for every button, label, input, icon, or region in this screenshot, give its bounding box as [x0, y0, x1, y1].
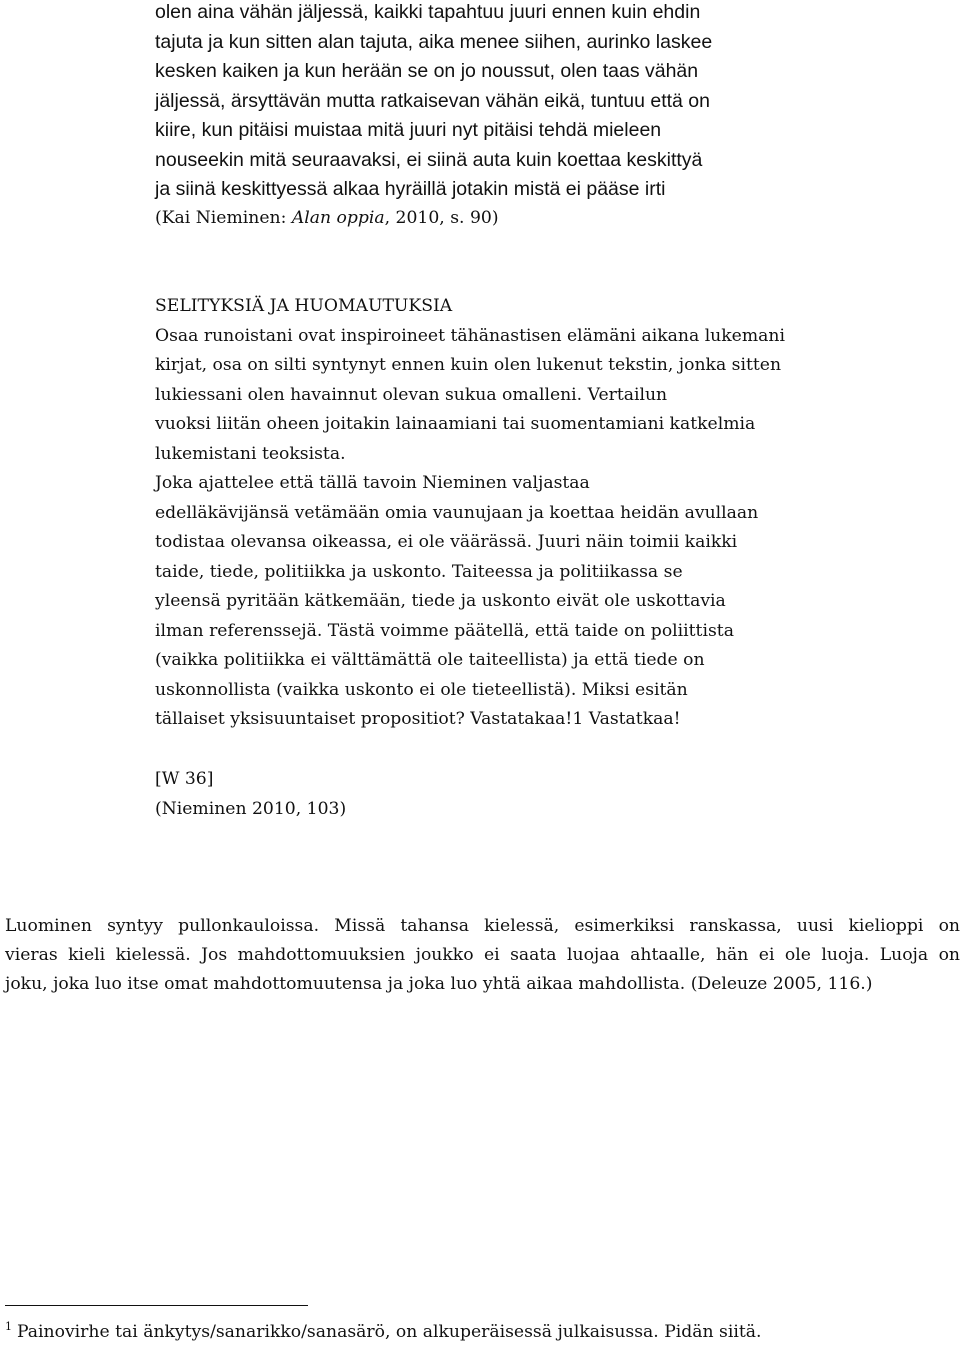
poem-block — [155, 0, 955, 205]
poem-line: kesken kaiken ja kun herään se on jo noussut, olen taas vähän — [155, 60, 699, 82]
notes-line: yleensä pyritään kätkemään, tiede ja uskonto eivät ole uskottavia — [155, 591, 726, 611]
citation-prefix: (Kai Nieminen: — [155, 208, 292, 228]
citation-line — [155, 204, 955, 234]
reference-tag: [W 36] — [155, 769, 214, 789]
notes-line: vuoksi liitän oheen joitakin lainaamiani tai suomentamiani katkelmia — [155, 414, 756, 434]
notes-section — [155, 292, 955, 735]
notes-line: taide, tiede, politiikka ja uskonto. Taiteessa ja politiikassa se — [155, 561, 683, 582]
footnote-divider — [5, 1305, 308, 1306]
notes-line: lukemistani teoksista. — [155, 443, 346, 464]
quote-line: Luominen syntyy pullonkauloissa. Missä tahansa kielessä, esimerkiksi ranskassa, uusi kielioppi on — [5, 916, 960, 936]
citation-title: Alan oppia — [291, 208, 385, 228]
citation-suffix: , 2010, s. 90) — [384, 208, 499, 228]
footnote — [5, 1318, 960, 1348]
notes-line: Joka ajattelee että tällä tavoin Nieminen valjastaa — [155, 473, 590, 493]
notes-line: edelläkävijänsä vetämään omia vaunujaan ja koettaa heidän avullaan — [155, 502, 759, 523]
footnote-reference[interactable]: 1 — [572, 709, 584, 729]
notes-heading: SELITYKSIÄ JA HUOMAUTUKSIA — [155, 296, 453, 316]
poem-line: jäljessä, ärsyttävän mutta ratkaisevan vähän eikä, tuntuu että on — [155, 89, 710, 112]
notes-line: uskonnollista (vaikka uskonto ei ole tieteellistä). Miksi esitän — [155, 679, 688, 700]
notes-line: Osaa runoistani ovat inspiroineet tähänastisen elämäni aikana lukemani — [155, 325, 785, 346]
poem-citation — [155, 204, 955, 234]
quote-block — [5, 912, 960, 999]
notes-line — [155, 705, 955, 735]
notes-line: lukiessani olen havainnut olevan sukua omalleni. Vertailun — [155, 384, 668, 405]
notes-line: kirjat, osa on silti syntynyt ennen kuin olen lukenut tekstin, jonka sitten — [155, 355, 782, 375]
poem-line: kiire, kun pitäisi muistaa mitä juuri nyt pitäisi tehdä mieleen — [155, 119, 662, 141]
quote-line: joku, joka luo itse omat mahdottomuutensa ja joka luo yhtä aikaa mahdollista. (Deleuze 2005, 116.) — [5, 974, 873, 994]
notes-line: todistaa olevansa oikeassa, ei ole väärässä. Juuri näin toimii kaikki — [155, 532, 738, 552]
notes-last-line-text: tällaiset yksisuuntaiset propositiot? Vastatakaa! — [155, 709, 573, 729]
footnote-number: 1 — [5, 1320, 12, 1333]
reference-source: (Nieminen 2010, 103) — [155, 798, 347, 819]
notes-line: (vaikka politiikka ei välttämättä ole taiteellista) ja että tiede on — [155, 650, 705, 670]
quote-line: vieras kieli kielessä. Jos mahdottomuuksien joukko ei saata luojaa ahtaalle, hän ei ole luoja. Luoja on — [5, 945, 960, 965]
reference-block — [155, 765, 955, 824]
notes-line: ilman referenssejä. Tästä voimme päätellä, että taide on poliittista — [155, 620, 734, 641]
footnote-text: Painovirhe tai änkytys/sanarikko/sanasärö, on alkuperäisessä julkaisussa. Pidän siitä. — [17, 1322, 762, 1342]
notes-last-line-end: Vastatkaa! — [583, 709, 681, 729]
poem-line: nouseekin mitä seuraavaksi, ei siinä auta kuin koettaa keskittyä — [155, 148, 703, 171]
poem-line: ja siinä keskittyessä alkaa hyräillä jotakin mistä ei pääse irti — [155, 178, 666, 200]
poem-line: olen aina vähän jäljessä, kaikki tapahtuu juuri ennen kuin ehdin — [155, 1, 701, 23]
poem-line: tajuta ja kun sitten alan tajuta, aika menee siihen, aurinko laskee — [155, 30, 713, 53]
